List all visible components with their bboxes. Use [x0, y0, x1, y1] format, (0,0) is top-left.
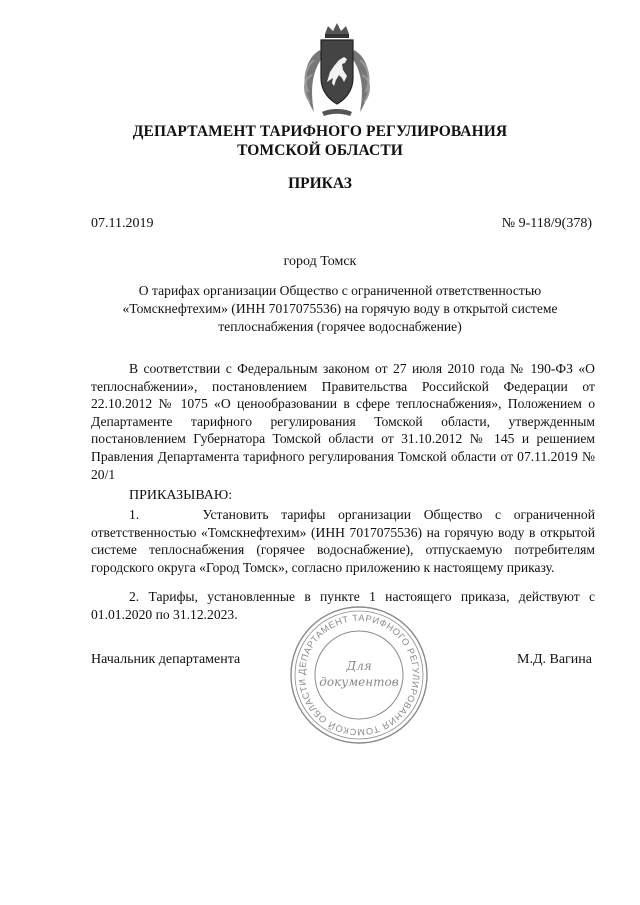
official-seal-stamp [288, 604, 430, 746]
city-name: город Томск [283, 254, 357, 269]
seal-ring-text: ДЕПАРТАМЕНТ ТАРИФНОГО РЕГУЛИРОВАНИЯ ТОМСКОЙ ОБЛАСТИ [296, 612, 422, 738]
subject-line: теплоснабжения (горячее водоснабжение) [218, 319, 462, 334]
preamble-paragraph: В соответствии с Федеральным законом от 27 июля 2010 года № 190-ФЗ «О теплоснабжении», постановлением Правительства Российской Федерации от 22.10.2012 № 1075 «О ценообразовании в сфере теплоснабжения», Положением о Департаменте тарифного регулирования Томской области, утвержденным постановлением Губернатора Томской области от 31.10.2012 № 145 и решением Правления Департамента тарифного регулирования Томской области от 07.11.2019 № 20/1 [91, 361, 595, 482]
subject-line: О тарифах организации Общество с ограниченной ответственностью [138, 283, 542, 298]
order-number: № 9-118/9(378) [501, 216, 592, 231]
order-item-2: 2. Тарифы, установленные в пункте 1 настоящего приказа, действуют с 01.01.2020 по 31.12.2023. [91, 589, 595, 622]
department-title-line1: ДЕПАРТАМЕНТ ТАРИФНОГО РЕГУЛИРОВАНИЯ [132, 123, 508, 140]
seal-center-line2: документов [319, 675, 399, 689]
coat-of-arms-icon [292, 20, 382, 120]
department-title-line2: ТОМСКОЙ ОБЛАСТИ [237, 142, 403, 159]
document-type-title: ПРИКАЗ [288, 175, 352, 192]
order-date: 07.11.2019 [91, 216, 154, 231]
subject-line: «Томскнефтехим» (ИНН 7017075536) на горячую воду в открытой системе [122, 301, 558, 316]
order-subject [110, 282, 570, 336]
signatory-name: М.Д. Вагина [517, 652, 592, 667]
signatory-role: Начальник департамента [91, 652, 241, 667]
seal-center-line1: Для [346, 659, 372, 673]
order-decree-heading: ПРИКАЗЫВАЮ: [129, 488, 233, 503]
order-item-1: 1. Установить тарифы организации Общество с ограниченной ответственностью «Томскнефтехим» (ИНН 7017075536) на горячую воду в открытой системе теплоснабжения (горячее водоснабжение), отпускаемую потребителям городского округа «Город Томск», согласно приложению к настоящему приказу. [91, 507, 595, 575]
